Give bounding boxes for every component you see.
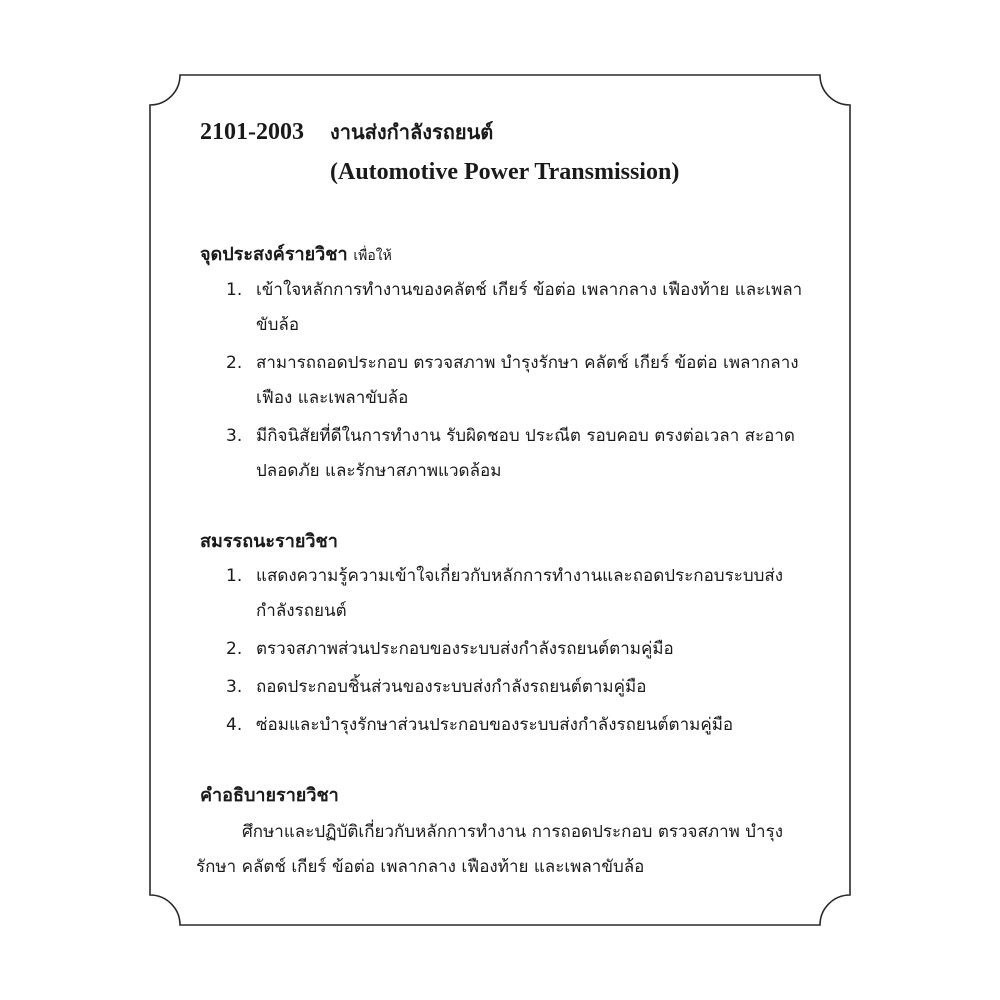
- description-heading: คำอธิบายรายวิชา: [200, 785, 339, 806]
- course-description-card: [196, 112, 810, 885]
- competencies-heading: สมรรถนะรายวิชา: [200, 531, 338, 552]
- description-section: [196, 779, 810, 885]
- competencies-section: [200, 525, 810, 743]
- objectives-heading: จุดประสงค์รายวิชา เพื่อให้: [200, 244, 392, 265]
- list-item: 1. เข้าใจหลักการทำงานของคลัตช์ เกียร์ ข้อต่อ เพลากลาง เฟืองท้าย และเพลาขับล้อ: [226, 280, 803, 335]
- objectives-list: [200, 273, 810, 489]
- list-item: 3. ถอดประกอบชิ้นส่วนของระบบส่งกำลังรถยนต์ตามคู่มือ: [226, 677, 647, 697]
- competencies-list: [200, 559, 810, 743]
- list-item: 3. มีกิจนิสัยที่ดีในการทำงาน รับผิดชอบ ประณีต รอบคอบ ตรงต่อเวลา สะอาด ปลอดภัย และรักษาสภาพแวดล้อม: [226, 426, 795, 481]
- list-item: 2. สามารถถอดประกอบ ตรวจสภาพ บำรุงรักษา คลัตช์ เกียร์ ข้อต่อ เพลากลาง เฟือง และเพลาขับล้อ: [226, 353, 799, 408]
- list-item: 4. ซ่อมและบำรุงรักษาส่วนประกอบของระบบส่งกำลังรถยนต์ตามคู่มือ: [226, 715, 734, 735]
- course-title: [200, 112, 810, 152]
- list-item: 2. ตรวจสภาพส่วนประกอบของระบบส่งกำลังรถยนต์ตามคู่มือ: [226, 639, 674, 659]
- course-title-thai: งานส่งกำลังรถยนต์: [330, 120, 494, 144]
- course-title-english: (Automotive Power Transmission): [330, 159, 680, 185]
- list-item: 1. แสดงความรู้ความเข้าใจเกี่ยวกับหลักการทำงานและถอดประกอบระบบส่งกำลังรถยนต์: [226, 566, 784, 621]
- course-code: 2101-2003: [200, 119, 304, 145]
- objectives-section: [200, 238, 810, 489]
- description-text: ศึกษาและปฏิบัติเกี่ยวกับหลักการทำงาน การถอดประกอบ ตรวจสภาพ บำรุงรักษา คลัตช์ เกียร์ ข้อต่อ เพลากลาง เฟืองท้าย และเพลาขับล้อ: [196, 822, 784, 877]
